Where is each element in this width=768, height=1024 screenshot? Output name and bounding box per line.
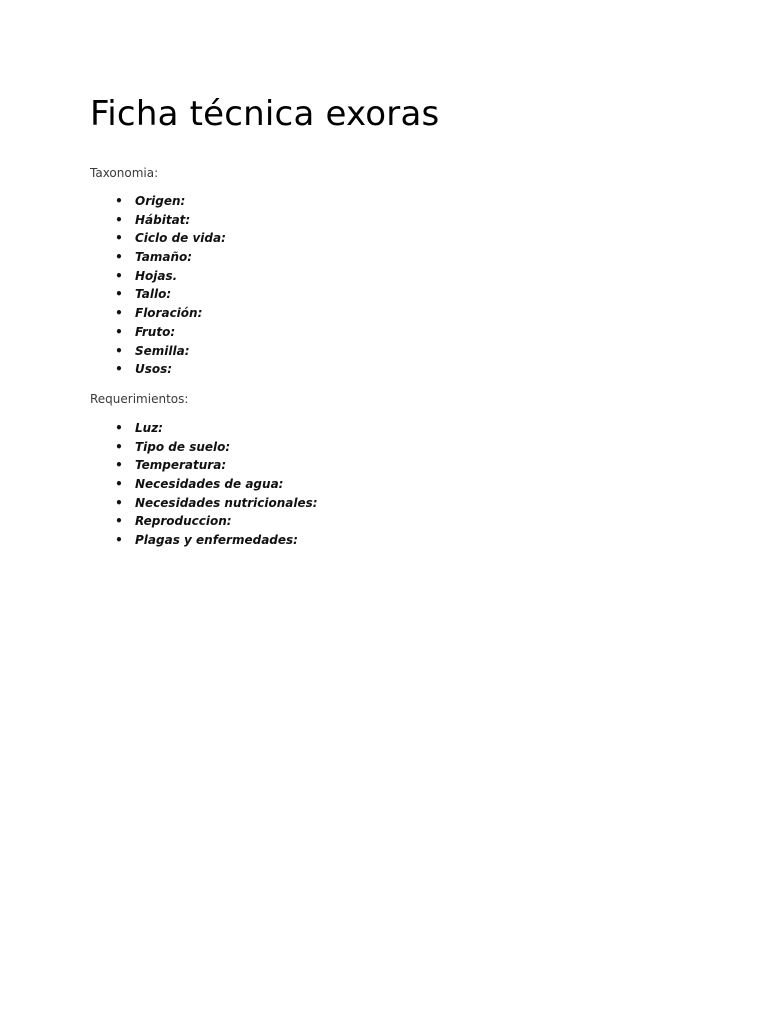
list-item-label: Tipo de suelo: <box>135 439 231 454</box>
list-item-label: Tallo: <box>135 287 172 302</box>
list-item-label: Semilla: <box>135 343 190 358</box>
list-item-label: Reproduccion: <box>135 514 232 529</box>
bullet-icon: • <box>115 477 123 492</box>
bullet-icon: • <box>115 194 123 208</box>
list-item <box>0 360 226 379</box>
list-item <box>0 267 226 286</box>
list-item <box>0 229 226 248</box>
list-item-label: Plagas y enfermedades: <box>135 533 298 548</box>
bullet-icon: • <box>115 421 123 435</box>
bullet-icon: • <box>115 343 123 358</box>
taxonomia-list <box>0 192 226 379</box>
list-item-label: Necesidades de agua: <box>135 477 284 492</box>
bullet-icon: • <box>115 306 123 321</box>
list-item <box>0 248 226 267</box>
list-item <box>0 192 226 211</box>
list-item <box>0 475 318 494</box>
bullet-icon: • <box>115 514 123 529</box>
list-item-label: Necesidades nutricionales: <box>135 495 318 510</box>
list-item-label: Floración: <box>135 306 203 321</box>
bullet-icon: • <box>115 324 123 339</box>
list-item <box>0 304 226 323</box>
bullet-icon: • <box>115 495 123 510</box>
list-item-label: Usos: <box>135 362 173 377</box>
list-item-label: Fruto: <box>135 324 176 339</box>
document-title: Ficha técnica exoras <box>90 94 440 134</box>
list-item-label: Hojas. <box>135 268 178 283</box>
list-item <box>0 323 226 342</box>
list-item <box>0 494 318 513</box>
list-item <box>0 342 226 361</box>
list-item-label: Luz: <box>135 421 163 435</box>
bullet-icon: • <box>115 212 123 227</box>
list-item <box>0 531 318 550</box>
bullet-icon: • <box>115 268 123 283</box>
bullet-icon: • <box>115 458 123 473</box>
list-item <box>0 512 318 531</box>
bullet-icon: • <box>115 250 123 265</box>
section-label-requerimientos: Requerimientos: <box>90 392 189 406</box>
list-item-label: Ciclo de vida: <box>135 231 226 246</box>
bullet-icon: • <box>115 362 123 377</box>
bullet-icon: • <box>115 287 123 302</box>
list-item <box>0 456 318 475</box>
bullet-icon: • <box>115 231 123 246</box>
list-item <box>0 211 226 230</box>
list-item-label: Tamaño: <box>135 250 193 265</box>
list-item-label: Temperatura: <box>135 458 227 473</box>
requerimientos-list <box>0 419 318 550</box>
bullet-icon: • <box>115 533 123 548</box>
bullet-icon: • <box>115 439 123 454</box>
list-item-label: Hábitat: <box>135 212 191 227</box>
section-label-taxonomia: Taxonomia: <box>90 166 159 180</box>
list-item-label: Origen: <box>135 194 186 208</box>
list-item <box>0 438 318 457</box>
list-item <box>0 419 318 438</box>
list-item <box>0 285 226 304</box>
